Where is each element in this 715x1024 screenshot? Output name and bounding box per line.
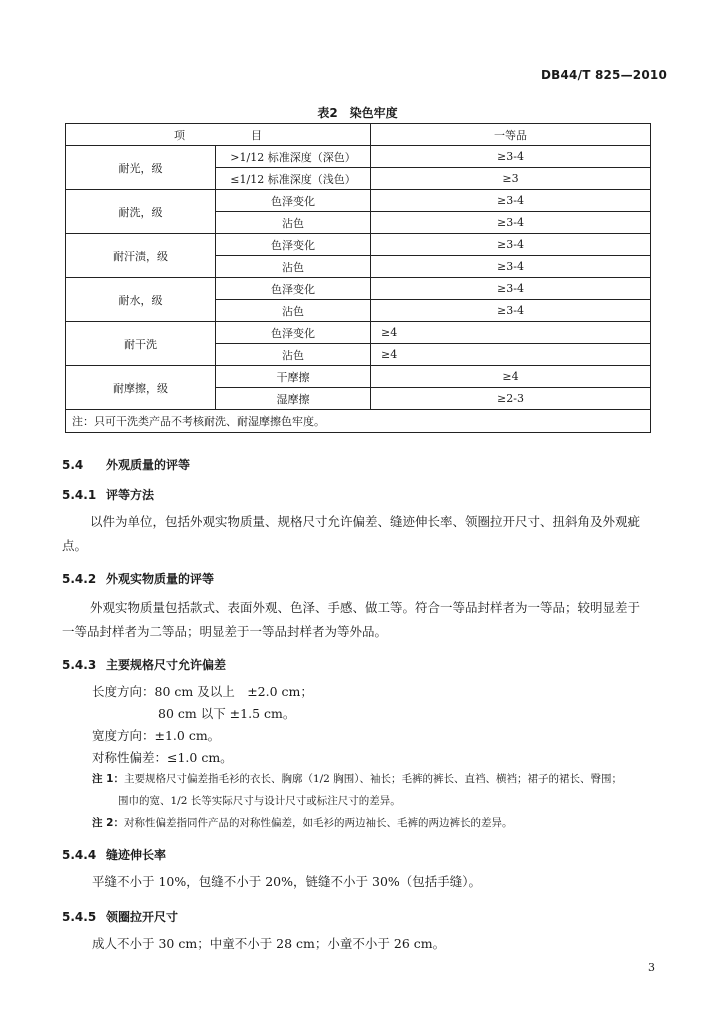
dye-fastness-table — [65, 123, 651, 433]
grade-value: ≥3-4 — [371, 300, 651, 322]
sub-item: 色泽变化 — [216, 322, 371, 344]
doc-code: DB44/T 825—2010 — [541, 68, 667, 82]
grade-value: ≥2-3 — [371, 388, 651, 410]
table-note-row — [66, 410, 651, 433]
grade-value: ≥4 — [371, 344, 651, 366]
sub-item: 沾色 — [216, 300, 371, 322]
width-tolerance: 宽度方向：±1.0 cm。 — [92, 728, 221, 743]
section-number: 5.4.4 — [62, 848, 97, 862]
table-note: 注：只可干洗类产品不考核耐洗、耐湿摩擦色牢度。 — [66, 410, 651, 433]
section-number: 5.4.1 — [62, 488, 97, 502]
table-title: 表2 染色牢度 — [317, 106, 398, 120]
note-1 — [92, 768, 657, 790]
table-row — [66, 190, 651, 212]
table-row — [66, 366, 651, 388]
table-row — [66, 322, 651, 344]
grade-value: ≥4 — [371, 322, 651, 344]
grade-value: ≥3-4 — [371, 190, 651, 212]
table-row — [66, 278, 651, 300]
sub-item: 湿摩擦 — [216, 388, 371, 410]
group-name: 耐摩擦，级 — [66, 366, 216, 410]
sub-item: 色泽变化 — [216, 234, 371, 256]
grade-value: ≥3-4 — [371, 278, 651, 300]
table-row — [66, 146, 651, 168]
note-1-label: 注 1： — [92, 773, 124, 785]
length-tolerance-2: 80 cm 以下 ±1.5 cm。 — [158, 706, 296, 721]
section-number: 5.4.2 — [62, 572, 97, 586]
section-title: 外观实物质量的评等 — [106, 572, 215, 586]
group-name: 耐水，级 — [66, 278, 216, 322]
header-item: 项 目 — [66, 124, 371, 146]
sub-item: ≤1/12 标准深度（浅色） — [216, 168, 371, 190]
section-title: 评等方法 — [106, 488, 155, 502]
length-tolerance-1: 长度方向：80 cm 及以上 ±2.0 cm； — [92, 684, 313, 699]
sub-item: 色泽变化 — [216, 190, 371, 212]
grade-value: ≥3-4 — [371, 146, 651, 168]
note-1-line-1: 主要规格尺寸偏差指毛衫的衣长、胸廓（1/2 胸围）、袖长；毛裤的裤长、直裆、横裆；裙子的裙长、臀围； — [123, 773, 622, 785]
sub-item: 干摩擦 — [216, 366, 371, 388]
section-5-4-2-heading — [62, 570, 214, 587]
section-5-4-4-heading — [62, 846, 166, 863]
sub-item: 沾色 — [216, 344, 371, 366]
section-5-4-3-heading — [62, 656, 226, 673]
grade-value: ≥3-4 — [371, 212, 651, 234]
note-2 — [92, 812, 657, 834]
header-grade: 一等品 — [371, 124, 651, 146]
section-5-4-2-text: 外观实物质量包括款式、表面外观、色泽、手感、做工等。符合一等品封样者为一等品；较明显差于一等品封样者为二等品；明显差于一等品封样者为等外品。 — [62, 600, 641, 639]
section-5-4-1-heading — [62, 486, 154, 503]
group-name: 耐干洗 — [66, 322, 216, 366]
section-number: 5.4.5 — [62, 910, 97, 924]
section-title: 缝迹伸长率 — [106, 848, 167, 862]
table-row — [66, 234, 651, 256]
section-number: 5.4 — [62, 458, 84, 472]
group-name: 耐洗，级 — [66, 190, 216, 234]
symmetry-tolerance: 对称性偏差：≤1.0 cm。 — [92, 750, 233, 765]
grade-value: ≥3-4 — [371, 234, 651, 256]
section-title: 领圈拉开尺寸 — [106, 910, 179, 924]
section-number: 5.4.3 — [62, 658, 97, 672]
note-2-text: 对称性偏差指同件产品的对称性偏差，如毛衫的两边袖长、毛裤的两边裤长的差异。 — [123, 817, 513, 829]
note-1-line-2: 围巾的宽、1/2 长等实际尺寸与设计尺寸或标注尺寸的差异。 — [118, 795, 401, 807]
section-5-4-4-text: 平缝不小于 10%，包缝不小于 20%，链缝不小于 30%（包括手缝）。 — [92, 874, 482, 889]
page-number: 3 — [648, 961, 655, 974]
grade-value: ≥3-4 — [371, 256, 651, 278]
sub-item: >1/12 标准深度（深色） — [216, 146, 371, 168]
table-header-row — [66, 124, 651, 146]
grade-value: ≥3 — [371, 168, 651, 190]
note-2-label: 注 2： — [92, 817, 124, 829]
group-name: 耐光，级 — [66, 146, 216, 190]
sub-item: 沾色 — [216, 256, 371, 278]
section-5-4-5-heading — [62, 908, 178, 925]
sub-item: 沾色 — [216, 212, 371, 234]
section-title: 外观质量的评等 — [106, 458, 191, 472]
sub-item: 色泽变化 — [216, 278, 371, 300]
group-name: 耐汗渍，级 — [66, 234, 216, 278]
section-5-4-1-text: 以件为单位，包括外观实物质量、规格尺寸允许偏差、缝迹伸长率、领圈拉开尺寸、扭斜角及外观疵点。 — [62, 514, 641, 553]
grade-value: ≥4 — [371, 366, 651, 388]
section-5-4-heading — [62, 456, 190, 473]
section-5-4-5-text: 成人不小于 30 cm；中童不小于 28 cm；小童不小于 26 cm。 — [92, 936, 446, 951]
section-title: 主要规格尺寸允许偏差 — [106, 658, 227, 672]
